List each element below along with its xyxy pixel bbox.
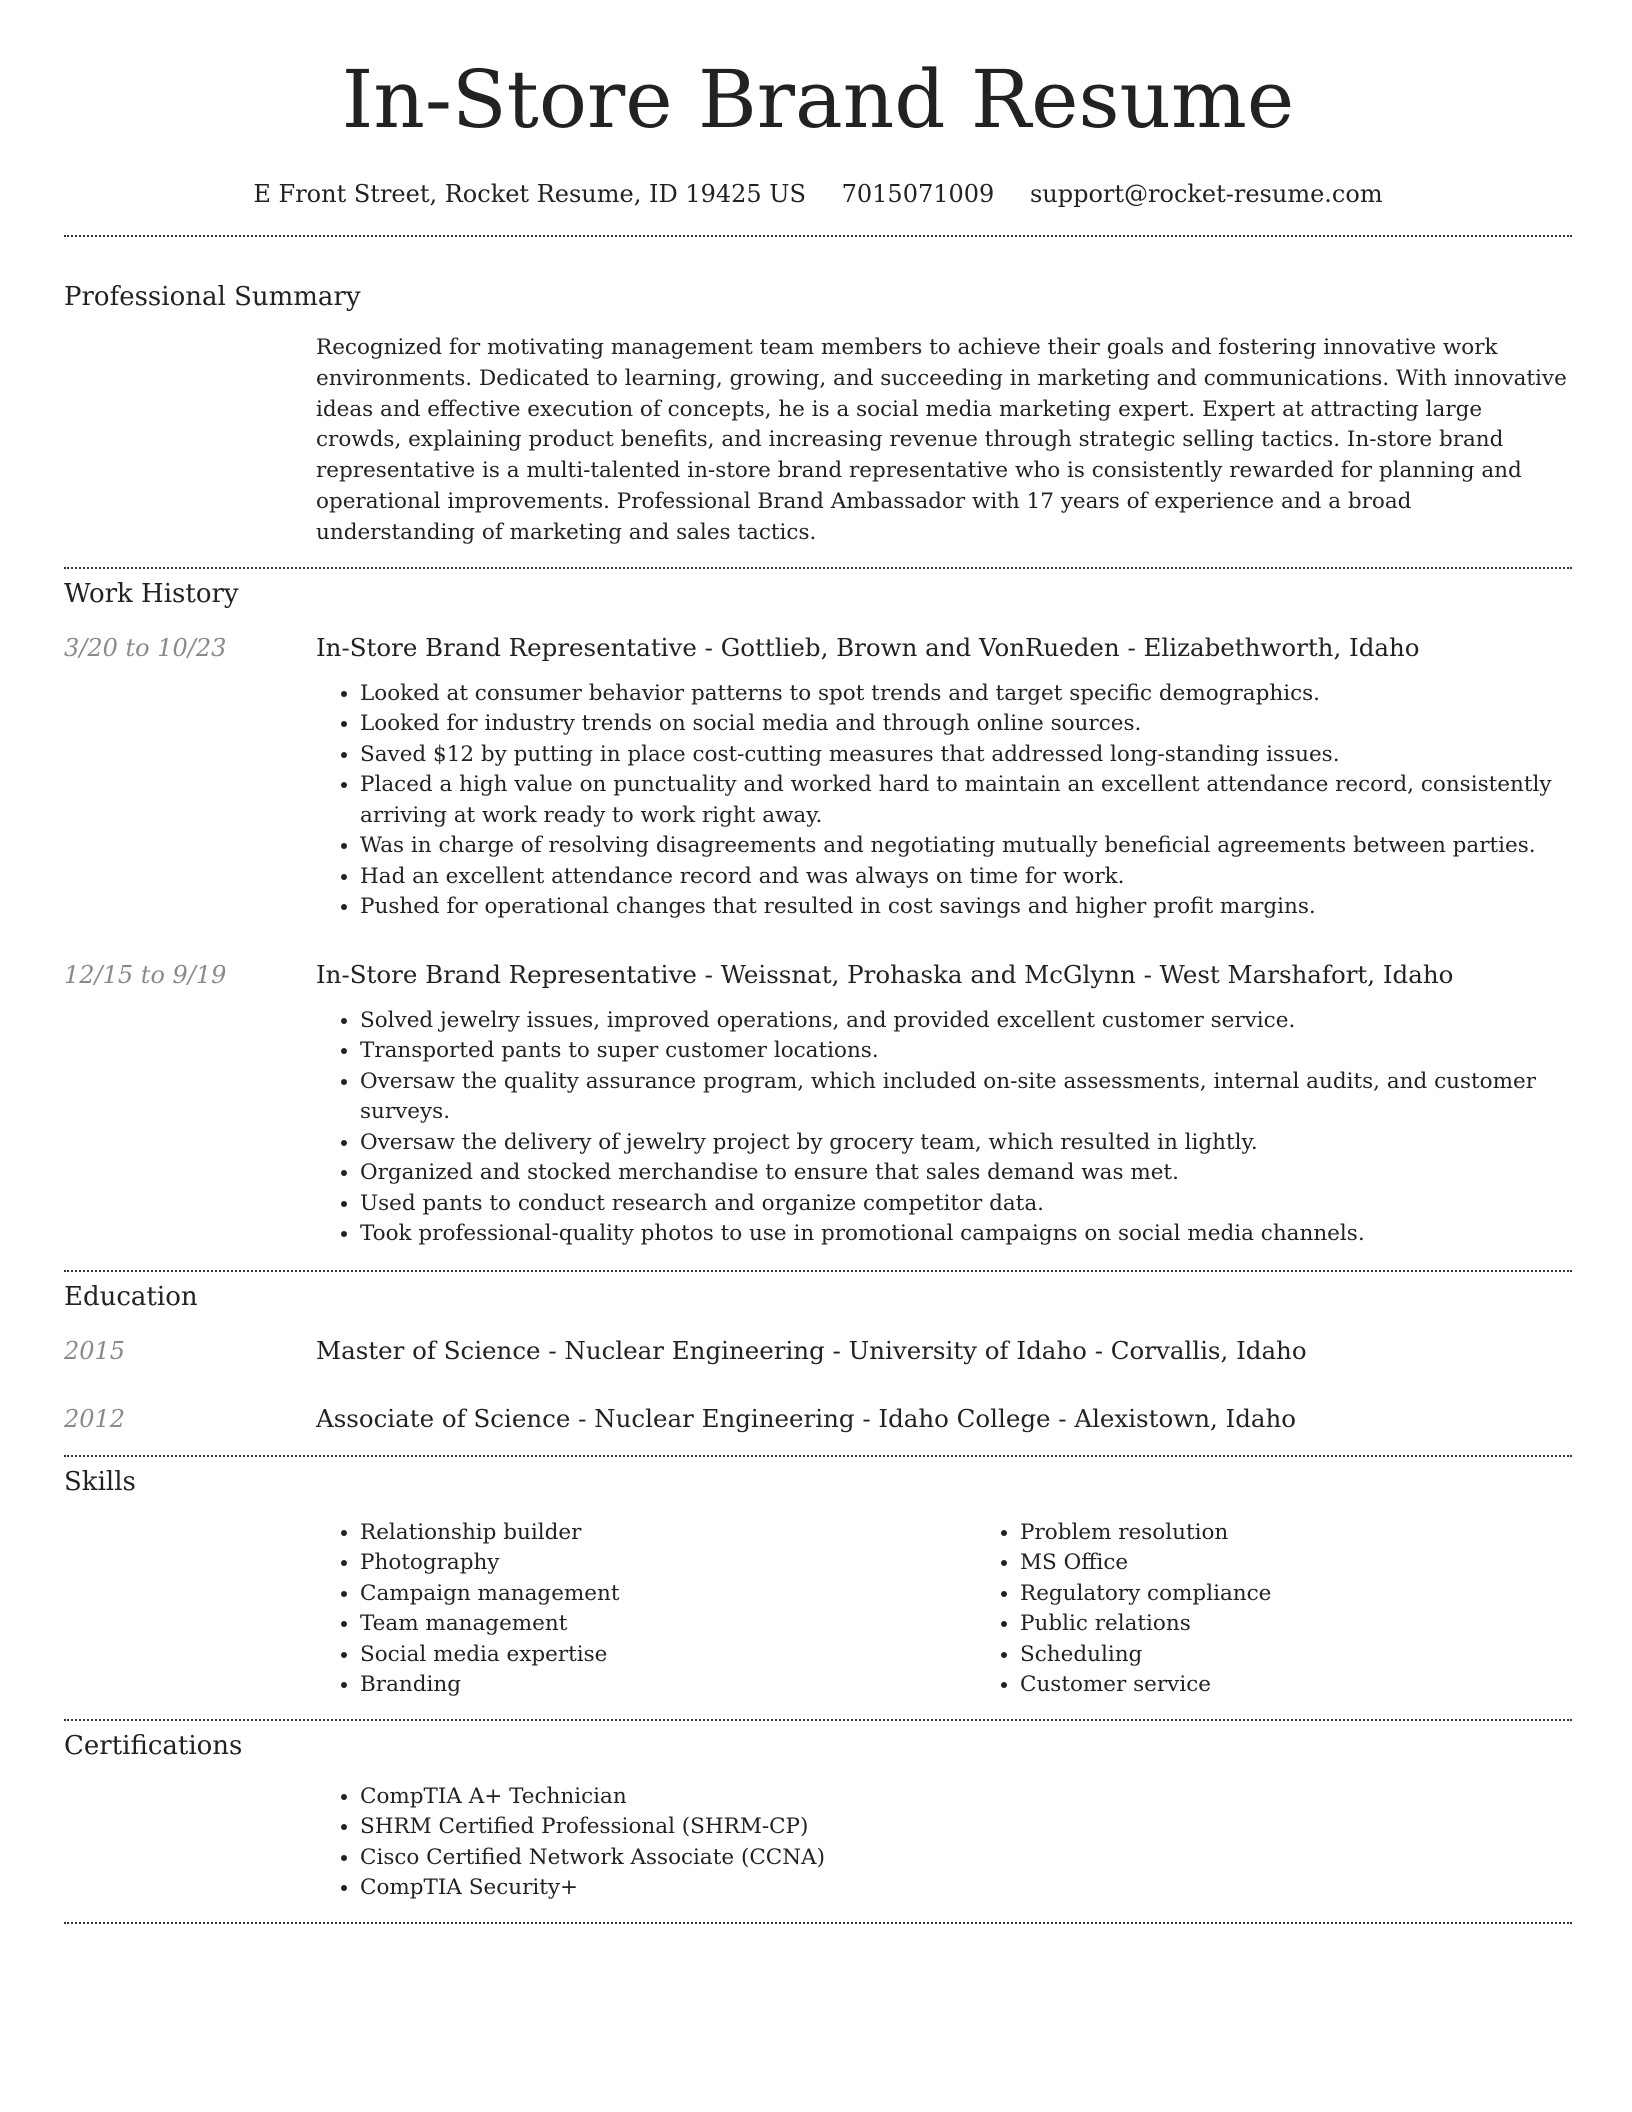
list-item: • Branding: [360, 1670, 976, 1701]
certifications-row: [64, 1782, 1572, 1904]
divider: [64, 235, 1572, 237]
list-item: • Team management: [360, 1609, 976, 1640]
list-item: • Public relations: [1020, 1609, 1632, 1640]
resume-page: [64, 0, 1572, 1924]
phone: 7015071009: [841, 180, 995, 208]
list-item: • Scheduling: [1020, 1640, 1632, 1671]
section-title-certifications: Certifications: [64, 1730, 243, 1761]
job-dates: 3/20 to 10/23: [64, 633, 227, 662]
divider: [64, 1455, 1572, 1457]
list-item: • CompTIA A+ Technician: [360, 1782, 1572, 1813]
list-item: • Social media expertise: [360, 1640, 976, 1671]
list-item: • Saved $12 by putting in place cost-cutting measures that addressed long-standing issues.: [360, 740, 1572, 771]
section-title-summary: Professional Summary: [64, 282, 361, 312]
education-entry: [64, 1403, 1572, 1435]
education-degree: Master of Science - Nuclear Engineering - University of Idaho - Corvallis, Idaho: [316, 1335, 1307, 1365]
job-bullets: [316, 1006, 1572, 1250]
summary-text: Recognized for motivating management team members to achieve their goals and fostering innovative work environments. Dedicated to learning, growing, and succeeding in marketing and communications. With innovative ideas and effective execution of concepts, he is a social media marketing expert. Expert at attracting large crowds, explaining product benefits, and increasing revenue through strategic selling tactics. In-store brand representative is a multi-talented in-store brand representative who is consistently rewarded for planning and operational improvements. Professional Brand Ambassador with 17 years of experience and a broad understanding of marketing and sales tactics.: [316, 335, 1567, 545]
list-item: • Customer service: [1020, 1670, 1632, 1701]
list-item: • Looked at consumer behavior patterns to spot trends and target specific demographics.: [360, 679, 1572, 710]
list-item: • MS Office: [1020, 1548, 1632, 1579]
list-item: • Had an excellent attendance record and was always on time for work.: [360, 862, 1572, 893]
job-dates: 12/15 to 9/19: [64, 960, 227, 989]
education-year: 2012: [64, 1404, 126, 1433]
list-item: • Transported pants to super customer locations.: [360, 1036, 1572, 1067]
job-bullets: [316, 679, 1572, 923]
list-item: • Problem resolution: [1020, 1518, 1632, 1549]
certifications-list: [316, 1782, 1572, 1904]
list-item: • Pushed for operational changes that resulted in cost savings and higher profit margins.: [360, 892, 1572, 923]
education-degree: Associate of Science - Nuclear Engineering - Idaho College - Alexistown, Idaho: [316, 1403, 1297, 1433]
list-item: • Placed a high value on punctuality and worked hard to maintain an excellent attendance record, consistently arriving at work ready to work right away.: [360, 770, 1572, 831]
job-title: In-Store Brand Representative - Gottlieb, Brown and VonRueden - Elizabethworth, Idaho: [316, 632, 1420, 662]
job-title: In-Store Brand Representative - Weissnat, Prohaska and McGlynn - West Marshafort, Idaho: [316, 959, 1454, 989]
list-item: • CompTIA Security+: [360, 1873, 1572, 1904]
skills-list-left: [316, 1518, 976, 1701]
summary-row: [64, 333, 1572, 549]
list-item: • Oversaw the quality assurance program, which included on-site assessments, internal audits, and customer surveys.: [360, 1067, 1572, 1128]
address: E Front Street, Rocket Resume, ID 19425 US: [253, 180, 806, 208]
list-item: • Oversaw the delivery of jewelry project by grocery team, which resulted in lightly.: [360, 1128, 1572, 1159]
section-title-work: Work History: [64, 578, 239, 609]
section-title-skills: Skills: [64, 1466, 136, 1497]
divider: [64, 567, 1572, 569]
divider: [64, 1719, 1572, 1721]
contact-line: [64, 178, 1572, 210]
education-entry: [64, 1335, 1572, 1367]
education-year: 2015: [64, 1336, 126, 1365]
section-title-education: Education: [64, 1281, 198, 1312]
resume-title: In-Store Brand Resume: [341, 53, 1295, 146]
list-item: • Was in charge of resolving disagreements and negotiating mutually beneficial agreements between parties.: [360, 831, 1572, 862]
list-item: • Regulatory compliance: [1020, 1579, 1632, 1610]
job-entry: [64, 959, 1572, 1250]
list-item: • Took professional-quality photos to use in promotional campaigns on social media channels.: [360, 1219, 1572, 1250]
skills-row: [64, 1518, 1572, 1701]
list-item: • Relationship builder: [360, 1518, 976, 1549]
email: support@rocket-resume.com: [1029, 180, 1383, 208]
list-item: • Used pants to conduct research and organize competitor data.: [360, 1189, 1572, 1220]
list-item: • Solved jewelry issues, improved operations, and provided excellent customer service.: [360, 1006, 1572, 1037]
list-item: • Cisco Certified Network Associate (CCNA): [360, 1843, 1572, 1874]
divider: [64, 1922, 1572, 1924]
list-item: • Photography: [360, 1548, 976, 1579]
list-item: • Organized and stocked merchandise to ensure that sales demand was met.: [360, 1158, 1572, 1189]
list-item: • SHRM Certified Professional (SHRM-CP): [360, 1812, 1572, 1843]
job-entry: [64, 632, 1572, 923]
skills-list-right: [976, 1518, 1632, 1701]
divider: [64, 1270, 1572, 1272]
list-item: • Looked for industry trends on social media and through online sources.: [360, 709, 1572, 740]
list-item: • Campaign management: [360, 1579, 976, 1610]
